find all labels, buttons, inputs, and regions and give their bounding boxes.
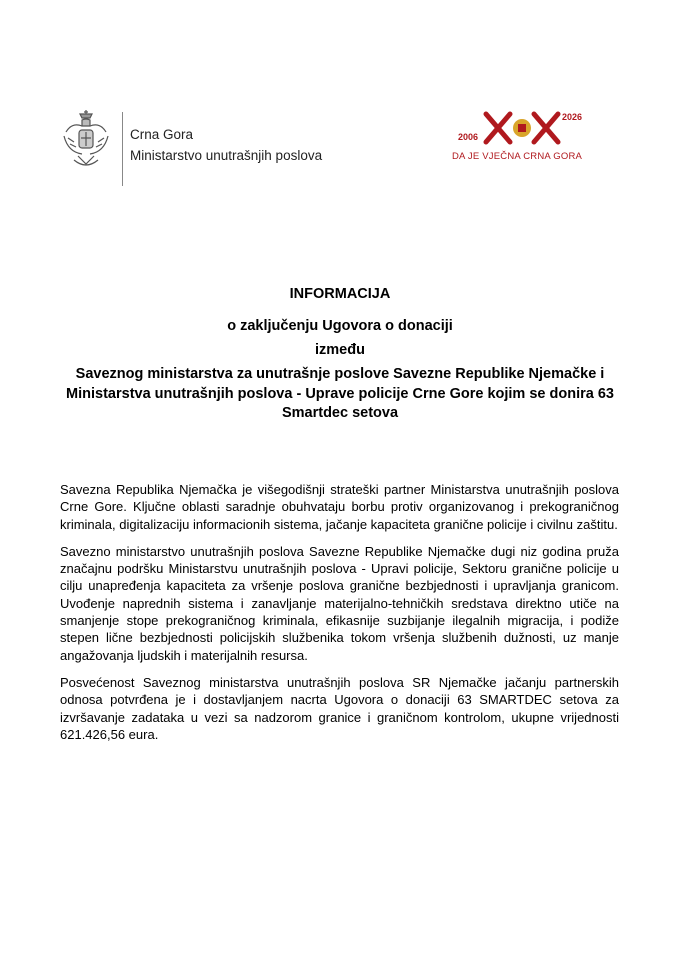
- country-name: Crna Gora: [130, 127, 194, 142]
- jubilee-year-start: 2006: [458, 132, 479, 142]
- jubilee-motto: DA JE VJEČNA CRNA GORA: [452, 151, 583, 162]
- paragraph-2: Savezno ministarstvo unutrašnjih poslova Savezne Republike Njemačke dugi niz godina pruža značajnu podršku Ministarstvu unutrašnjih poslova - Upravi policije, Sektoru granične policije u cilju unapređenja kapaciteta za vršenje poslova granične bezbjednosti i upravljanja granicom. Uvođenje naprednih sistema i zanavljanje materijalno-tehničkih sredstava direktno utiče na smanjenje stope prekograničnog kriminala, efikasnije suzbijanje ilegalnih migracija, i podiže stepen lične bezbjednosti policijskih službenika tokom vršenja službenih dužnosti, uz manje angažovanja ljudskih i materijalnih resursa.: [60, 543, 619, 663]
- subtitle-line-2: između: [315, 342, 365, 358]
- document-title-block: [60, 285, 620, 424]
- document-title: INFORMACIJA: [289, 286, 391, 302]
- subtitle-line-1: o zaključenju Ugovora o donaciji: [227, 318, 453, 334]
- coat-of-arms-icon: [60, 108, 112, 174]
- header-divider: [122, 112, 123, 186]
- jubilee-year-end: 2026: [562, 112, 583, 122]
- ministry-name-block: [130, 124, 322, 166]
- paragraph-1: Savezna Republika Njemačka je višegodišnji strateški partner Ministarstva unutrašnjih poslova Crne Gore. Ključne oblasti saradnje obuhvataju borbu protiv organizovanog i prekograničnog kriminala, digitalizaciju informacionih sistema, jačanje kapaciteta granične policije i civilnu zaštitu.: [60, 482, 619, 532]
- document-body: [60, 481, 619, 753]
- ministry-name: Ministarstvo unutrašnjih poslova: [130, 148, 323, 163]
- document-header: [60, 108, 620, 188]
- paragraph-3: Posvećenost Saveznog ministarstva unutrašnjih poslova SR Njemačke jačanju partnerskih odnosa potvrđena je i dostavljanjem nacrta Ugovora o donaciji 63 SMARTDEC setova za izvršavanje zadataka u vezi sa nadzorom granice i graničnom kontrolom, ukupne vrijednosti 621.426,56 eura.: [60, 674, 619, 742]
- subtitle-line-3: Saveznog ministarstva za unutrašnje poslove Savezne Republike Njemačke i Ministarstva unutrašnjih poslova - Uprave policije Crne Gore kojim se donira 63 Smartdec setova: [66, 366, 614, 421]
